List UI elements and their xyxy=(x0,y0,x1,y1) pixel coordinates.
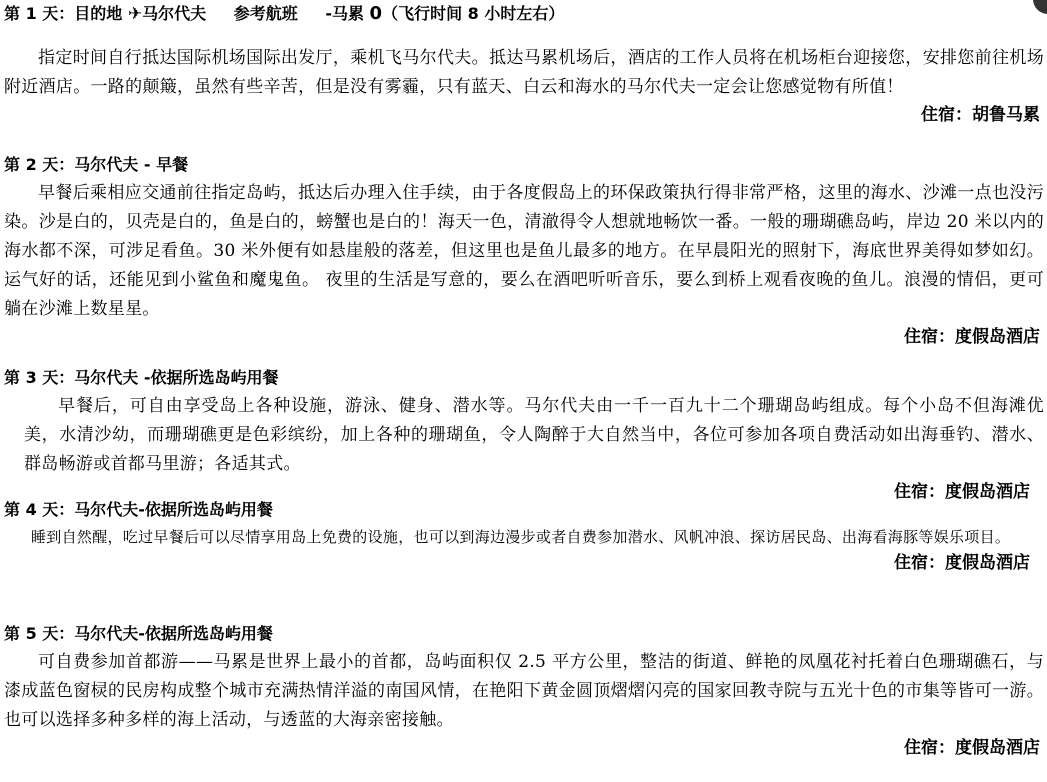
flight-route: -马累 xyxy=(325,4,364,23)
day-2-heading xyxy=(4,153,1044,177)
day-5-label: 第 5 天： xyxy=(4,624,75,643)
day-5-heading xyxy=(4,622,1044,646)
day-4-accommodation: 住宿：度假岛酒店 xyxy=(894,553,1030,573)
day-5-section xyxy=(4,622,1044,761)
day-1-heading xyxy=(4,2,1044,26)
day-3-title: 马尔代夫 -依据所选岛屿用餐 xyxy=(74,368,279,387)
day-4-label: 第 4 天： xyxy=(4,500,75,519)
airplane-icon: ✈ xyxy=(127,4,143,24)
day-4-section xyxy=(4,498,1044,576)
day-5-description: 可自费参加首都游——马累是世界上最小的首都，岛屿面积仅 2.5 平方公里，整洁的街道、鲜艳的凤凰花衬托着白色珊瑚礁石，与漆成蓝色窗棂的民房构成整个城市充满热情洋溢的南国风情，在艳阳下黄金圆顶熠熠闪亮的国家回教寺院与五光十色的市集等皆可一游。也可以选择多种多样的海上活动，与透蓝的大海亲密接触。 xyxy=(4,652,1044,730)
day-1-label: 第 1 天： xyxy=(4,4,75,23)
day-2-section xyxy=(4,153,1044,350)
day-1-section xyxy=(4,2,1044,128)
day-3-description: 早餐后，可自由享受岛上各种设施，游泳、健身、潜水等。马尔代夫由一千一百九十二个珊瑚岛屿组成。每个小岛不但海滩优美，水清沙幼，而珊瑚礁更是色彩缤纷，加上各种的珊瑚鱼，令人陶醉于大自然当中，各位可参加各项自费活动如出海垂钓、潜水、群岛畅游或首都马里游；各适其式。 xyxy=(24,396,1044,474)
day-5-accommodation: 住宿：度假岛酒店 xyxy=(904,738,1040,758)
day-2-label: 第 2 天： xyxy=(4,155,75,174)
day-1-accommodation: 住宿：胡鲁马累 xyxy=(921,105,1040,125)
day-2-description: 早餐后乘相应交通前往指定岛屿，抵达后办理入住手续，由于各度假岛上的环保政策执行得非常严格，这里的海水、沙滩一点也没污染。沙是白的，贝壳是白的，鱼是白的，螃蟹也是白的！海天一色，清澈得令人想就地畅饮一番。一般的珊瑚礁岛屿，岸边 20 米以内的海水都不深，可涉足看鱼。30 米外便有如悬崖般的落差，但这里也是鱼儿最多的地方。在早晨阳光的照射下，海底世界美得如梦如幻。运气好的话，还能见到小鲨鱼和魔鬼鱼。 夜里的生活是写意的，要么在酒吧听听音乐，要么到桥上观看夜晚的鱼儿。浪漫的情侣，更可躺在沙滩上数星星。 xyxy=(4,183,1044,319)
day-3-section xyxy=(4,366,1044,505)
day-3-heading xyxy=(4,366,1044,390)
day-4-description: 睡到自然醒，吃过早餐后可以尽情享用岛上免费的设施，也可以到海边漫步或者自费参加潜水、风帆冲浪、探访居民岛、出海看海豚等娱乐项目。 xyxy=(31,528,1011,546)
flight-number: 0 xyxy=(369,3,383,24)
day-5-title: 马尔代夫-依据所选岛屿用餐 xyxy=(74,624,273,643)
flight-time: （飞行时间 8 小时左右） xyxy=(382,4,565,23)
day-1-title: 目的地 xyxy=(74,4,123,23)
day-4-title: 马尔代夫-依据所选岛屿用餐 xyxy=(74,500,273,519)
flight-label: 参考航班 xyxy=(233,4,298,23)
day-3-label: 第 3 天： xyxy=(4,368,75,387)
day-4-heading xyxy=(4,498,1044,522)
day-3-accommodation: 住宿：度假岛酒店 xyxy=(894,482,1030,502)
day-1-description: 指定时间自行抵达国际机场国际出发厅，乘机飞马尔代夫。抵达马累机场后，酒店的工作人员将在机场柜台迎接您，安排您前往机场附近酒店。一路的颠簸，虽然有些辛苦，但是没有雾霾，只有蓝天、白云和海水的马尔代夫一定会让您感觉物有所值！ xyxy=(4,48,1044,97)
day-1-destination: 马尔代夫 xyxy=(142,4,207,23)
day-2-title: 马尔代夫 - 早餐 xyxy=(74,155,189,174)
day-2-accommodation: 住宿：度假岛酒店 xyxy=(904,327,1040,347)
